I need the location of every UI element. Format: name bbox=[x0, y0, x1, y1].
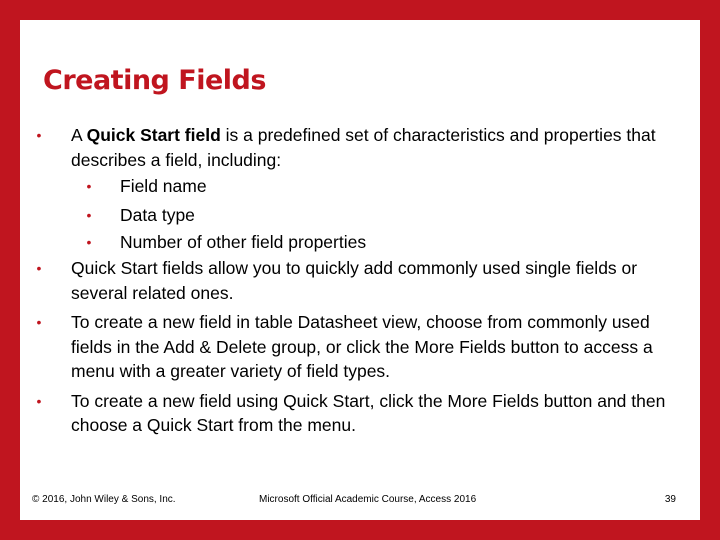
bullet-icon: • bbox=[36, 392, 42, 409]
sub-bullet-text: Data type bbox=[120, 204, 195, 225]
page-number: 39 bbox=[664, 494, 676, 505]
bullet-text: Quick Start fields allow you to quickly add commonly used single fields or several related ones. bbox=[71, 258, 638, 303]
bullet-icon: • bbox=[86, 234, 92, 250]
bullet-text: To create a new field in table Datasheet view, choose from commonly used fields in the Add & Delete group, or click the More Fields button to access a menu with a greater variety of field types. bbox=[71, 312, 653, 381]
bullet-item bbox=[28, 389, 688, 438]
bullet-bold-term: Quick Start field bbox=[86, 125, 221, 145]
bullet-item bbox=[28, 123, 688, 172]
sub-bullet-item bbox=[28, 201, 688, 230]
bullet-text: To create a new field using Quick Start, click the More Fields button and then choose a Quick Start from the menu. bbox=[71, 390, 666, 435]
bullet-icon: • bbox=[86, 178, 92, 194]
sub-bullet-text: Number of other field properties bbox=[120, 232, 367, 252]
slide-title: Creating Fields bbox=[43, 65, 266, 96]
bullet-list bbox=[28, 123, 688, 438]
bullet-text-prefix: A bbox=[71, 125, 87, 145]
bullet-icon: • bbox=[36, 127, 42, 143]
sub-bullet-item bbox=[28, 229, 688, 256]
footer-course: Microsoft Official Academic Course, Access 2016 bbox=[259, 494, 477, 505]
sub-bullet-text: Field name bbox=[120, 176, 207, 196]
bullet-icon: • bbox=[36, 314, 42, 330]
bullet-icon: • bbox=[86, 206, 92, 223]
bullet-item bbox=[28, 256, 688, 305]
bullet-icon: • bbox=[36, 260, 42, 276]
bullet-text-suffix: is a predefined set of characteristics and properties that describes a field, including: bbox=[71, 125, 656, 170]
footer-copyright: © 2016, John Wiley & Sons, Inc. bbox=[32, 494, 176, 505]
sub-bullet-item bbox=[28, 172, 688, 201]
bullet-item bbox=[28, 310, 688, 384]
slide bbox=[20, 20, 700, 520]
